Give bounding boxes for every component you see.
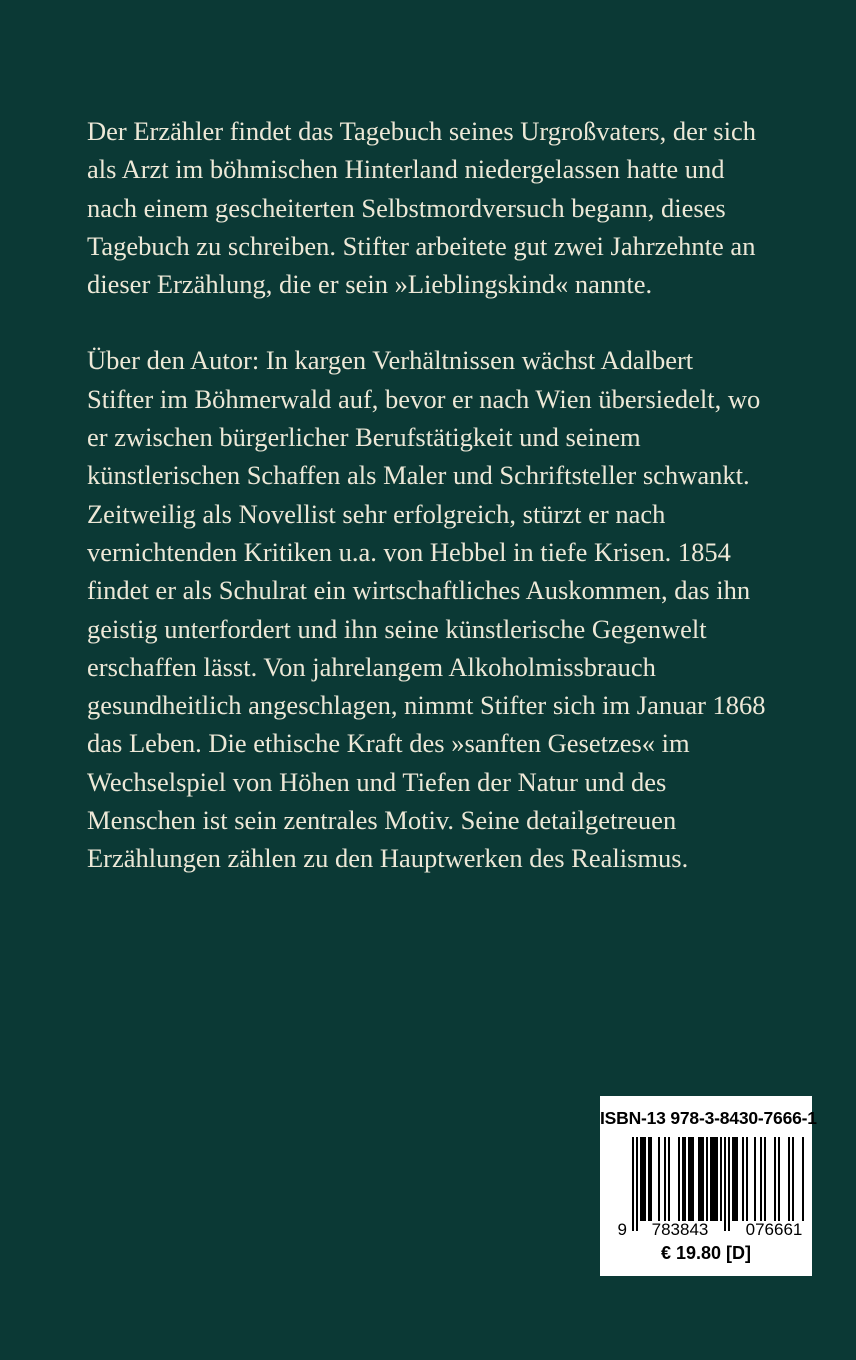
text-line: er zwischen bürgerlicher Berufstätigkeit und seinem [87, 422, 641, 453]
barcode-bar [754, 1137, 756, 1221]
text-line: erschaffen lässt. Von jahrelangem Alkoholmissbrauch [87, 651, 656, 682]
barcode-bar [682, 1137, 684, 1221]
text-line: nach einem gescheiterten Selbstmordversuch begann, dieses [87, 192, 726, 223]
price-label: € 19.80 [D] [660, 1243, 752, 1263]
barcode-bar [632, 1137, 634, 1231]
barcode-bar [658, 1137, 660, 1221]
paragraph-spacer [87, 303, 807, 341]
barcode-bar [664, 1137, 666, 1221]
barcode-bar [702, 1137, 704, 1221]
text-line: vernichtenden Kritiken u.a. von Hebbel in tiefe Krisen. 1854 [87, 536, 731, 567]
barcode-bar [636, 1137, 638, 1231]
barcode-bar [728, 1137, 730, 1231]
text-line: Über den Autor: In kargen Verhältnissen wächst Adalbert [87, 345, 694, 376]
text-line: Zeitweilig als Novellist sehr erfolgreich, stürzt er nach [87, 498, 666, 529]
barcode-bar [778, 1137, 780, 1221]
text-line: Der Erzähler findet das Tagebuch seines Urgroßvaters, der sich [87, 116, 756, 146]
barcode-bar [640, 1137, 642, 1221]
barcode-bar [792, 1137, 794, 1221]
text-line: als Arzt im böhmischen Hinterland niedergelassen hatte und [87, 154, 725, 185]
barcode-bar [710, 1137, 712, 1221]
barcode-bar [668, 1137, 670, 1221]
barcode-bar [690, 1137, 692, 1221]
barcode-bar [688, 1137, 690, 1221]
barcode [610, 1137, 804, 1237]
text-line: Menschen ist sein zentrales Motiv. Seine detailgetreuen [87, 805, 677, 836]
text-line: dieser Erzählung, die er sein »Lieblingskind« nannte. [87, 269, 653, 300]
barcode-bar [712, 1137, 714, 1221]
text-line: geistig unterfordert und ihn seine künstlerische Gegenwelt [87, 613, 707, 644]
barcode-bar [716, 1137, 718, 1221]
barcode-bar [760, 1137, 762, 1221]
barcode-bar [692, 1137, 694, 1221]
barcode-bar [720, 1137, 722, 1221]
text-line: Tagebuch zu schreiben. Stifter arbeitete gut zwei Jahrzehnte an [87, 230, 756, 261]
barcode-bar [724, 1137, 726, 1231]
barcode-bar [802, 1137, 804, 1221]
barcode-bar [732, 1137, 734, 1221]
author-paragraph [87, 341, 807, 877]
barcode-bar [698, 1137, 700, 1221]
barcode-bar [742, 1137, 744, 1221]
barcode-bar [678, 1137, 680, 1221]
barcode-digits: 783843 [651, 1220, 709, 1237]
barcode-bar [642, 1137, 644, 1221]
barcode-bar [734, 1137, 736, 1221]
barcode-digits: 076661 [745, 1220, 803, 1237]
barcode-bar [650, 1137, 652, 1221]
barcode-bar [774, 1137, 776, 1221]
summary-paragraph [87, 112, 807, 303]
barcode-bar [736, 1137, 738, 1221]
barcode-bar [788, 1137, 790, 1221]
text-line: gesundheitlich angeschlagen, nimmt Stifter sich im Januar 1868 [87, 690, 766, 721]
text-line: Erzählungen zählen zu den Hauptwerken des Realismus. [87, 843, 689, 874]
text-line: das Leben. Die ethische Kraft des »sanften Gesetzes« im [87, 728, 690, 759]
text-line: Stifter im Böhmerwald auf, bevor er nach Wien übersiedelt, wo [87, 383, 761, 414]
isbn-barcode-box [600, 1096, 817, 1276]
text-line: findet er als Schulrat ein wirtschaftliches Auskommen, das ihn [87, 575, 751, 606]
text-line: künstlerischen Schaffen als Maler und Schriftsteller schwankt. [87, 460, 750, 491]
barcode-bar [648, 1137, 650, 1221]
barcode-bar [714, 1137, 716, 1221]
barcode-bar [644, 1137, 646, 1221]
barcode-bar [706, 1137, 708, 1221]
barcode-bar [700, 1137, 702, 1221]
barcode-bar [684, 1137, 686, 1221]
description-text [87, 112, 807, 878]
text-line: Wechselspiel von Höhen und Tiefen der Natur und des [87, 766, 667, 797]
isbn-label: ISBN-13 978-3-8430-7666-1 [600, 1108, 817, 1128]
barcode-bar [764, 1137, 766, 1221]
barcode-bar [746, 1137, 748, 1221]
barcode-digits: 9 [617, 1220, 627, 1237]
